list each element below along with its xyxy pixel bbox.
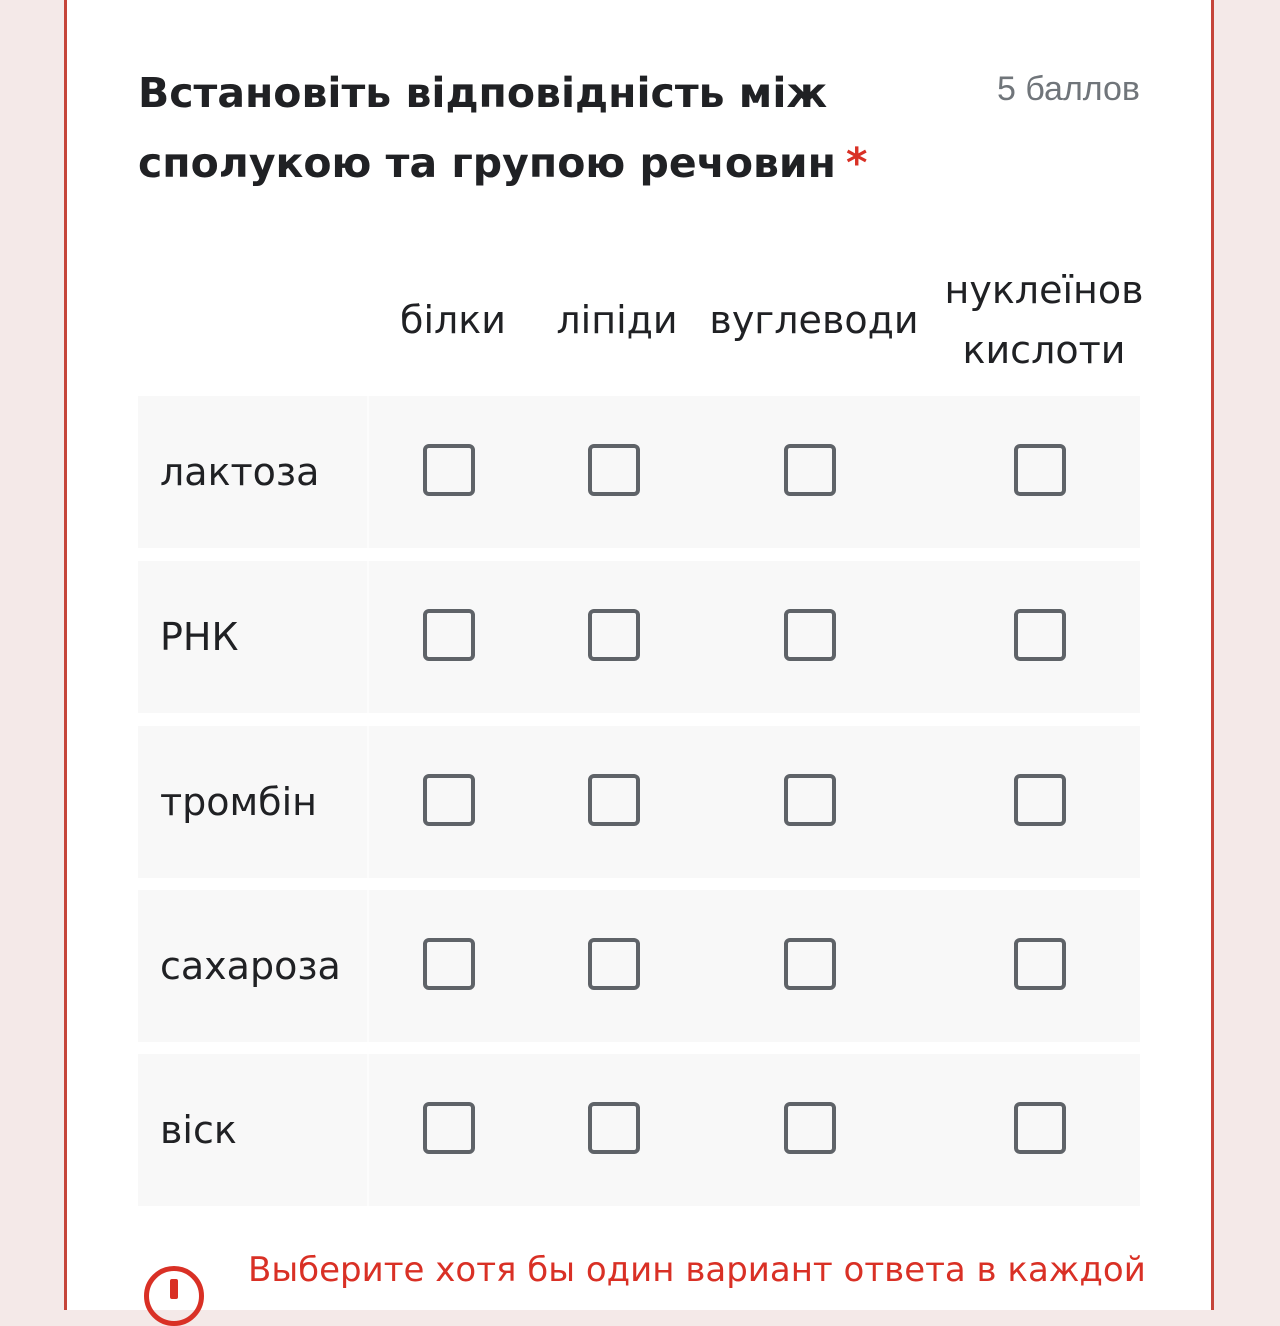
checkbox-wax-carbohydrates[interactable] <box>784 1102 836 1154</box>
checkbox-sucrose-carbohydrates[interactable] <box>784 938 836 990</box>
grid-row-rna <box>138 561 1140 713</box>
error-circle-icon <box>144 1266 204 1326</box>
column-header-lipids: ліпіди <box>556 298 678 342</box>
question-title <box>138 58 898 198</box>
checkbox-rna-proteins[interactable] <box>423 609 475 661</box>
checkbox-wax-lipids[interactable] <box>588 1102 640 1154</box>
question-title-text: Встановіть відповідність між сполукою та групою речовин <box>138 69 836 187</box>
checkbox-wax-nucleic-acids[interactable] <box>1014 1102 1066 1154</box>
validation-error <box>138 1250 1146 1326</box>
checkbox-sucrose-lipids[interactable] <box>588 938 640 990</box>
checkbox-rna-lipids[interactable] <box>588 609 640 661</box>
column-header-nucleic-acids: нуклеїнов кислоти <box>944 268 1144 372</box>
error-message: Выберите хотя бы один вариант ответа в каждой <box>248 1250 1146 1290</box>
row-label: РНК <box>160 615 239 659</box>
checkbox-wax-proteins[interactable] <box>423 1102 475 1154</box>
checkbox-lactose-proteins[interactable] <box>423 444 475 496</box>
checkbox-thrombin-nucleic-acids[interactable] <box>1014 774 1066 826</box>
checkbox-thrombin-lipids[interactable] <box>588 774 640 826</box>
column-header-carbohydrates: вуглеводи <box>709 298 919 342</box>
required-asterisk: * <box>845 139 868 187</box>
row-label: тромбін <box>160 780 318 824</box>
checkbox-lactose-nucleic-acids[interactable] <box>1014 444 1066 496</box>
checkbox-rna-nucleic-acids[interactable] <box>1014 609 1066 661</box>
grid-row-sucrose <box>138 890 1140 1042</box>
grid-row-lactose <box>138 396 1140 548</box>
grid-row-thrombin <box>138 726 1140 878</box>
points-label: 5 баллов <box>997 70 1140 108</box>
column-header-proteins: білки <box>400 298 506 342</box>
checkbox-lactose-carbohydrates[interactable] <box>784 444 836 496</box>
checkbox-rna-carbohydrates[interactable] <box>784 609 836 661</box>
row-label: сахароза <box>160 944 341 988</box>
checkbox-sucrose-nucleic-acids[interactable] <box>1014 938 1066 990</box>
checkbox-lactose-lipids[interactable] <box>588 444 640 496</box>
checkbox-thrombin-carbohydrates[interactable] <box>784 774 836 826</box>
checkbox-sucrose-proteins[interactable] <box>423 938 475 990</box>
row-label: лактоза <box>160 450 320 494</box>
checkbox-thrombin-proteins[interactable] <box>423 774 475 826</box>
grid-row-wax <box>138 1054 1140 1206</box>
row-label: віск <box>160 1108 237 1152</box>
